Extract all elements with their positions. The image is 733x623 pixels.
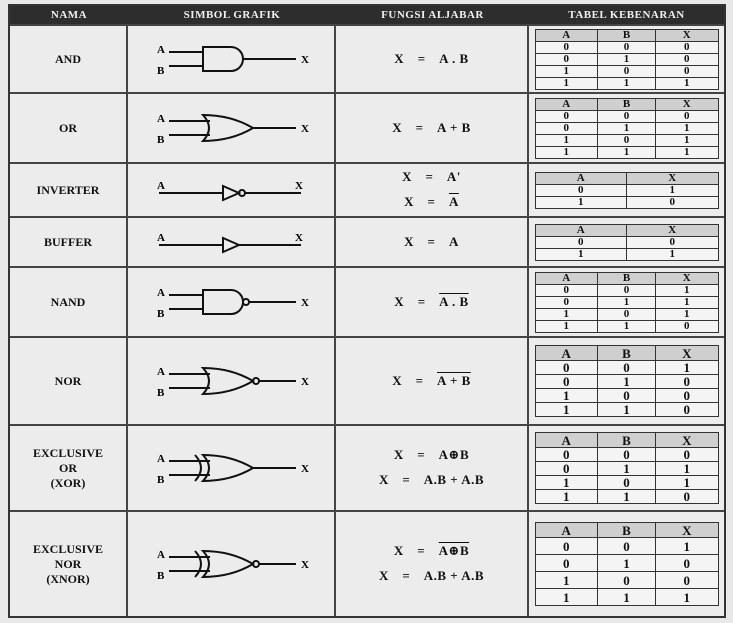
table-row [535, 572, 718, 589]
table-row [535, 65, 718, 77]
truth-table-value: 1 [597, 77, 655, 89]
gate-name: NOR [54, 373, 82, 388]
equation-operator: = [417, 50, 426, 66]
truth-table-value: 1 [597, 122, 655, 134]
truth-table [535, 98, 719, 159]
gate-pin-label: A [157, 232, 165, 244]
truth-table-value: 1 [656, 476, 718, 490]
table-row [535, 361, 718, 375]
equation-operator: = [417, 447, 426, 463]
gate-symbol-cell [128, 218, 336, 266]
equation-group [379, 443, 484, 492]
truth-table-value: 1 [656, 589, 718, 606]
gate-function-cell [336, 338, 529, 424]
truth-table-value: 0 [627, 236, 719, 248]
truth-table-value: 0 [597, 284, 655, 296]
equation-lhs: X [378, 472, 389, 487]
table-row [535, 248, 718, 260]
equation-operator: = [415, 119, 424, 135]
truth-table-col-header: A [535, 272, 597, 284]
equation-rhs: A.B + A.B [423, 568, 485, 583]
gate-function-cell [336, 268, 529, 336]
truth-table-value: 1 [535, 308, 597, 320]
truth-table-value: 1 [656, 296, 718, 308]
table-row [535, 53, 718, 65]
truth-table-value: 0 [535, 555, 597, 572]
gate-pin-label: B [157, 308, 165, 320]
table-row [535, 375, 718, 389]
header-name: NAMA [50, 9, 88, 21]
table-row [535, 389, 718, 403]
truth-table [535, 432, 719, 504]
gate-name: OR [59, 120, 77, 135]
table-row [535, 110, 718, 122]
gate-symbol-cell [128, 338, 336, 424]
truth-table-value: 1 [656, 146, 718, 158]
truth-table [535, 345, 719, 417]
gate-function-cell [336, 426, 529, 510]
table-row [535, 555, 718, 572]
header-function: FUNGSI ALJABAR [381, 9, 484, 21]
truth-table-col-header: X [627, 224, 719, 236]
gate-name: NAND [50, 294, 86, 309]
truth-table-cell [529, 26, 724, 92]
gate-row [10, 266, 724, 336]
gate-pin-label: A [157, 180, 165, 192]
table-row [535, 589, 718, 606]
truth-table-cell [529, 268, 724, 336]
equation-operator: = [427, 233, 436, 249]
gate-function-cell [336, 26, 529, 92]
truth-table-value: 0 [656, 572, 718, 589]
gate-function-cell [336, 94, 529, 162]
gate-pin-label: X [301, 559, 309, 571]
equation-group [379, 539, 484, 588]
truth-table [535, 224, 719, 261]
truth-table-col-header: A [535, 29, 597, 41]
table-row [535, 296, 718, 308]
nor-gate-symbol-icon [131, 359, 331, 403]
algebra-equation [404, 230, 459, 255]
gate-pin-label: X [295, 232, 303, 244]
header-symbol: SIMBOL GRAFIK [183, 9, 281, 21]
equation-group [394, 47, 468, 72]
truth-table-value: 1 [597, 403, 655, 417]
equation-rhs: A⊕B [438, 447, 470, 463]
gate-pin-label: X [301, 463, 309, 475]
truth-table [535, 172, 719, 209]
truth-table [535, 272, 719, 333]
truth-table-value: 0 [656, 41, 718, 53]
gate-name: BUFFER [44, 234, 92, 249]
truth-table-value: 1 [535, 572, 597, 589]
truth-table-col-header: A [535, 98, 597, 110]
truth-table-col-header: A [535, 224, 627, 236]
table-row [535, 122, 718, 134]
gate-row [10, 162, 724, 216]
gate-pin-label: X [301, 376, 309, 388]
algebra-equation [402, 190, 461, 215]
equation-rhs: A + B [437, 372, 471, 388]
truth-table-col-header: X [656, 346, 718, 361]
gate-pin-label: X [301, 123, 309, 135]
gate-function-cell [336, 218, 529, 266]
truth-table-value: 1 [656, 134, 718, 146]
gate-name-cell [10, 512, 128, 616]
truth-table-value: 1 [597, 490, 655, 504]
gate-function-cell [336, 164, 529, 216]
truth-table-value: 1 [535, 65, 597, 77]
truth-table-col-header: X [656, 272, 718, 284]
truth-table-col-header: B [597, 98, 655, 110]
truth-table-cell [529, 338, 724, 424]
table-row [535, 320, 718, 332]
truth-table-value: 0 [597, 65, 655, 77]
gate-symbol-cell [128, 164, 336, 216]
truth-table-value: 0 [597, 41, 655, 53]
truth-table-value: 0 [535, 375, 597, 389]
gate-pin-label: A [157, 113, 165, 125]
truth-table-value: 0 [535, 296, 597, 308]
gate-pin-label: A [157, 366, 165, 378]
algebra-equation [402, 165, 461, 190]
truth-table-value: 0 [597, 476, 655, 490]
gate-symbol-cell [128, 512, 336, 616]
truth-table-col-header: A [535, 523, 597, 538]
truth-table-header [535, 98, 718, 110]
truth-table-value: 1 [627, 184, 719, 196]
equation-group [392, 369, 471, 394]
truth-table-col-header: A [535, 433, 597, 448]
truth-table-col-header: B [597, 272, 655, 284]
algebra-equation [394, 290, 468, 315]
truth-table-value: 1 [535, 389, 597, 403]
truth-table-value: 1 [535, 476, 597, 490]
truth-table-value: 1 [627, 248, 719, 260]
and-gate-symbol-icon [131, 37, 331, 81]
nand-gate-symbol-icon [131, 280, 331, 324]
truth-table-value: 0 [535, 236, 627, 248]
truth-table-value: 1 [597, 296, 655, 308]
truth-table-value: 0 [535, 284, 597, 296]
equation-rhs: A . B [439, 293, 469, 309]
truth-table-col-header: X [656, 29, 718, 41]
truth-table [535, 522, 719, 606]
table-row [535, 41, 718, 53]
gate-pin-label: X [301, 54, 309, 66]
gate-name: EXCLUSIVE OR (XOR) [32, 445, 104, 490]
truth-table-value: 0 [535, 41, 597, 53]
algebra-equation [392, 116, 471, 141]
gate-name-cell [10, 164, 128, 216]
equation-operator: = [402, 472, 411, 487]
truth-table [535, 29, 719, 90]
truth-table-col-header: X [656, 523, 718, 538]
truth-table-value: 0 [656, 110, 718, 122]
gate-function-cell [336, 512, 529, 616]
table-row [535, 403, 718, 417]
gate-pin-label: B [157, 387, 165, 399]
truth-table-value: 1 [535, 248, 627, 260]
truth-table-value: 0 [535, 53, 597, 65]
truth-table-value: 0 [597, 361, 655, 375]
truth-table-value: 1 [656, 308, 718, 320]
truth-table-value: 1 [597, 589, 655, 606]
gate-name: EXCLUSIVE NOR (XNOR) [32, 541, 104, 586]
table-row [535, 490, 718, 504]
equation-lhs: X [404, 194, 415, 209]
table-row [535, 196, 718, 208]
truth-table-value: 0 [627, 196, 719, 208]
equation-rhs: A + B [437, 119, 471, 135]
truth-table-value: 0 [597, 308, 655, 320]
gate-pin-label: B [157, 134, 165, 146]
truth-table-value: 1 [535, 589, 597, 606]
xor-gate-symbol-icon [131, 446, 331, 490]
gate-name: AND [55, 51, 81, 66]
equation-operator: = [427, 194, 436, 209]
equation-rhs: A⊕B [438, 543, 470, 559]
truth-table-value: 1 [597, 555, 655, 572]
truth-table-value: 1 [535, 490, 597, 504]
gate-symbol-cell [128, 26, 336, 92]
truth-table-header [535, 272, 718, 284]
equation-lhs: X [404, 233, 415, 249]
truth-table-header [535, 346, 718, 361]
truth-table-value: 1 [535, 320, 597, 332]
table-row [535, 236, 718, 248]
algebra-equation [379, 564, 484, 589]
truth-table-value: 0 [597, 572, 655, 589]
truth-table-value: 1 [656, 361, 718, 375]
truth-table-value: 0 [656, 320, 718, 332]
truth-table-col-header: B [597, 346, 655, 361]
truth-table-value: 0 [656, 490, 718, 504]
equation-group [402, 165, 461, 214]
truth-table-col-header: B [597, 523, 655, 538]
truth-table-header [535, 224, 718, 236]
gate-pin-label: B [157, 474, 165, 486]
equation-operator: = [402, 568, 411, 583]
gate-name-cell [10, 268, 128, 336]
truth-table-value: 1 [535, 134, 597, 146]
gate-row [10, 510, 724, 616]
gate-symbol-cell [128, 426, 336, 510]
equation-operator: = [415, 372, 424, 388]
header-truth-table: TABEL KEBENARAN [568, 9, 685, 21]
truth-table-value: 0 [656, 389, 718, 403]
truth-table-value: 0 [597, 538, 655, 555]
truth-table-value: 0 [597, 110, 655, 122]
equation-rhs: A . B [439, 50, 469, 66]
equation-group [394, 290, 468, 315]
gate-pin-label: B [157, 65, 165, 77]
truth-table-cell [529, 94, 724, 162]
table-row [535, 462, 718, 476]
truth-table-col-header: X [656, 98, 718, 110]
equation-lhs: X [394, 50, 405, 66]
table-row [535, 284, 718, 296]
xnor-gate-symbol-icon [131, 542, 331, 586]
equation-group [392, 116, 471, 141]
gate-pin-label: B [157, 570, 165, 582]
truth-table-cell [529, 218, 724, 266]
equation-lhs: X [402, 169, 412, 185]
truth-table-value: 0 [535, 538, 597, 555]
equation-operator: = [425, 169, 434, 185]
gate-symbol-cell [128, 94, 336, 162]
equation-lhs: X [392, 372, 403, 388]
truth-table-value: 0 [597, 134, 655, 146]
gate-row [10, 24, 724, 92]
truth-table-value: 1 [656, 462, 718, 476]
equation-rhs: A' [446, 169, 461, 185]
truth-table-value: 1 [656, 77, 718, 89]
gate-row [10, 424, 724, 510]
gate-name-cell [10, 218, 128, 266]
buf-gate-symbol-icon [131, 225, 331, 259]
gate-pin-label: X [301, 297, 309, 309]
gate-pin-label: A [157, 453, 165, 465]
truth-table-col-header: X [656, 433, 718, 448]
truth-table-col-header: B [597, 29, 655, 41]
algebra-equation [379, 468, 484, 493]
gate-row [10, 92, 724, 162]
table-row [535, 146, 718, 158]
equation-lhs: X [393, 543, 404, 559]
equation-lhs: X [392, 119, 403, 135]
table-row [535, 77, 718, 89]
gate-pin-label: X [295, 180, 303, 192]
algebra-equation [379, 539, 484, 564]
truth-table-value: 1 [597, 146, 655, 158]
algebra-equation [379, 443, 484, 468]
truth-table-value: 1 [535, 403, 597, 417]
truth-table-value: 1 [535, 77, 597, 89]
equation-operator: = [417, 543, 426, 559]
truth-table-value: 0 [535, 122, 597, 134]
table-row [535, 538, 718, 555]
truth-table-value: 0 [656, 65, 718, 77]
gate-row [10, 216, 724, 266]
logic-gate-table [8, 4, 726, 618]
gate-row [10, 336, 724, 424]
table-row [535, 184, 718, 196]
gate-pin-label: A [157, 287, 165, 299]
table-row [535, 134, 718, 146]
table-row [535, 308, 718, 320]
gate-name-cell [10, 94, 128, 162]
truth-table-value: 0 [656, 375, 718, 389]
truth-table-value: 1 [656, 538, 718, 555]
truth-table-value: 0 [535, 462, 597, 476]
truth-table-value: 0 [535, 184, 627, 196]
truth-table-col-header: A [535, 172, 627, 184]
truth-table-cell [529, 426, 724, 510]
table-row [535, 448, 718, 462]
truth-table-value: 0 [656, 53, 718, 65]
truth-table-header [535, 433, 718, 448]
truth-table-value: 0 [656, 555, 718, 572]
gate-pin-label: A [157, 549, 165, 561]
truth-table-col-header: A [535, 346, 597, 361]
truth-table-value: 1 [535, 196, 627, 208]
gate-name-cell [10, 26, 128, 92]
truth-table-value: 0 [656, 403, 718, 417]
truth-table-value: 1 [656, 284, 718, 296]
truth-table-value: 0 [597, 448, 655, 462]
algebra-equation [394, 47, 468, 72]
gate-symbol-cell [128, 268, 336, 336]
truth-table-value: 1 [597, 320, 655, 332]
truth-table-value: 1 [597, 375, 655, 389]
truth-table-header [535, 29, 718, 41]
truth-table-cell [529, 512, 724, 616]
gate-pin-label: A [157, 44, 165, 56]
equation-rhs: A [448, 233, 459, 249]
truth-table-value: 0 [597, 389, 655, 403]
equation-lhs: X [393, 447, 404, 463]
truth-table-header [535, 523, 718, 538]
gate-name: INVERTER [36, 182, 100, 197]
not-gate-symbol-icon [131, 173, 331, 207]
truth-table-value: 1 [535, 146, 597, 158]
equation-lhs: X [378, 568, 389, 583]
equation-rhs: A.B + A.B [423, 472, 485, 487]
equation-lhs: X [394, 293, 405, 309]
truth-table-header [535, 172, 718, 184]
gate-name-cell [10, 338, 128, 424]
or-gate-symbol-icon [131, 106, 331, 150]
truth-table-value: 0 [535, 361, 597, 375]
truth-table-value: 1 [656, 122, 718, 134]
equation-operator: = [417, 293, 426, 309]
gate-name-cell [10, 426, 128, 510]
table-row [535, 476, 718, 490]
truth-table-value: 0 [535, 448, 597, 462]
algebra-equation [392, 369, 471, 394]
truth-table-value: 1 [597, 462, 655, 476]
truth-table-cell [529, 164, 724, 216]
truth-table-value: 1 [597, 53, 655, 65]
equation-rhs: $\overline{A}$ [448, 194, 459, 209]
truth-table-col-header: B [597, 433, 655, 448]
equation-group [404, 230, 459, 255]
truth-table-value: 0 [656, 448, 718, 462]
table-header [10, 6, 724, 24]
truth-table-col-header: X [627, 172, 719, 184]
truth-table-value: 0 [535, 110, 597, 122]
